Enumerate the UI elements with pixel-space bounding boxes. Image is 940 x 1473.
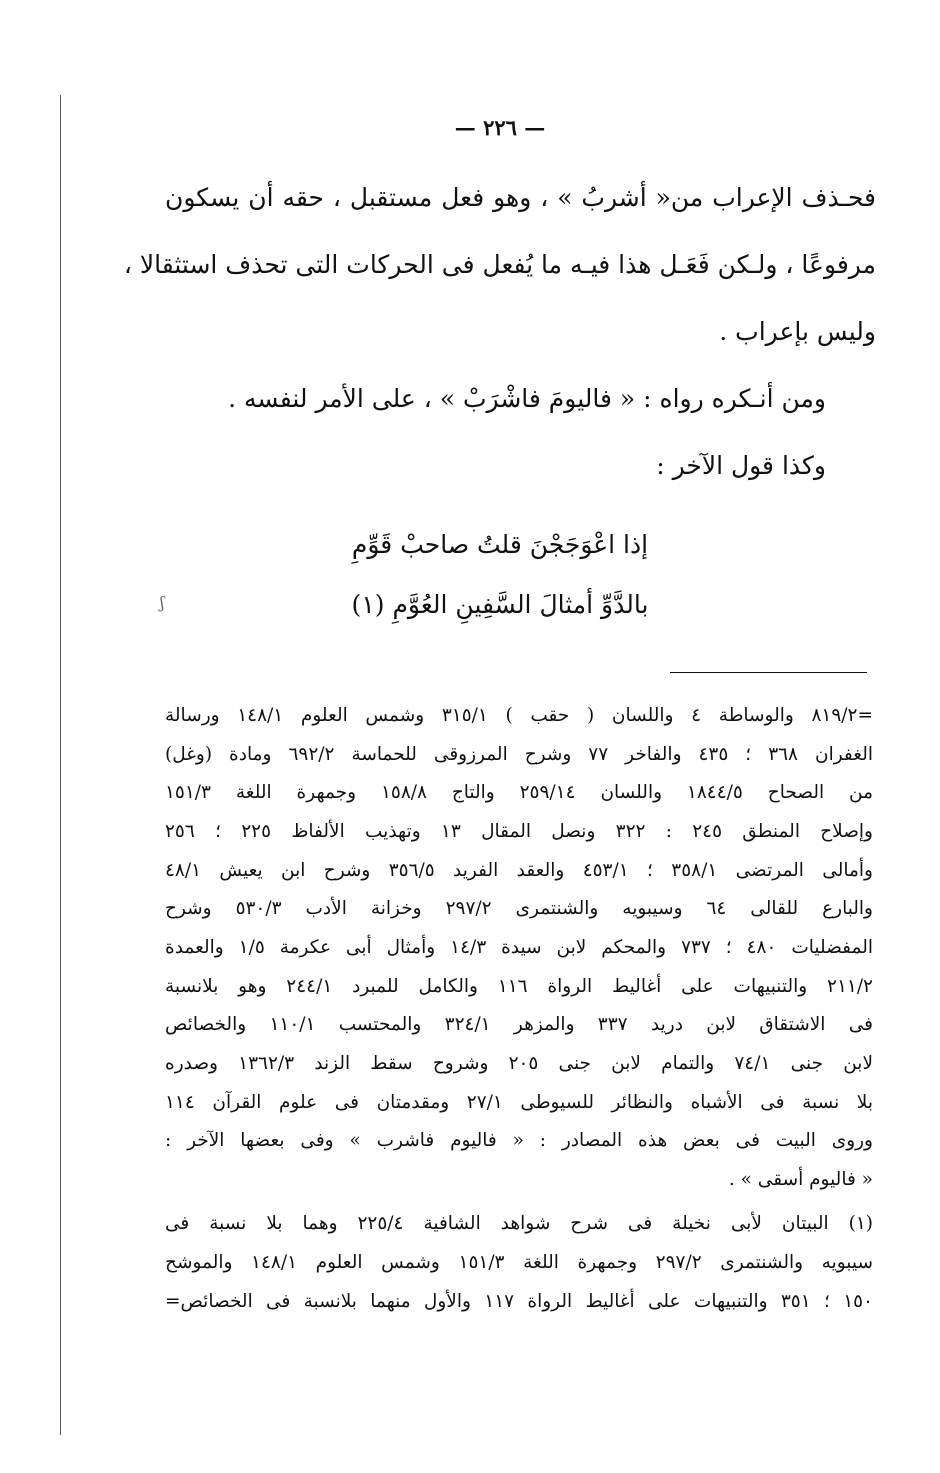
page-number: — ٢٢٦ —: [454, 115, 546, 140]
margin-rule: [60, 95, 61, 1435]
footnote-separator: [670, 672, 867, 673]
footnote-line-1: =٨١٩/٢ والوساطة ٤ واللسان ( حقب ) ٣١٥/١ وشمس العلوم ١٤٨/١ ورسالة: [165, 705, 873, 726]
footnote-line-14: (١) البيتان لأبى نخيلة فى شرح شواهد الشافية ٢٢٥/٤ وهما بلا نسبة فى: [165, 1213, 874, 1234]
body-line-2: مرفوعًا ، ولـكن فَعَـل هذا فيـه ما يُفعل فى الحركات التى تحذف استثقالا ،: [123, 250, 876, 279]
footnote-line-8: ٢١١/٢ والتنبيهات على أغاليط الرواة ١١٦ والكامل للمبرد ٢٤٤/١ وهو بلانسبة: [165, 976, 873, 997]
footnote-line-10: لابن جنى ٧٤/١ والتمام لابن جنى ٢٠٥ وشروح سقط الزند ١٣٦٢/٣ وصدره: [165, 1053, 873, 1074]
footnote-line-13: « فاليوم أسقى » .: [728, 1169, 873, 1190]
footnote-line-5: وأمالى المرتضى ٣٥٨/١ ؛ ٤٥٣/١ والعقد الفريد ٣٥٦/٥ وشرح ابن يعيش ٤٨/١: [165, 860, 873, 881]
footnote-line-7: المفضليات ٤٨٠ ؛ ٧٣٧ والمحكم لابن سيدة ١٤/٣ وأمثال أبى عكرمة ١/٥ والعمدة: [165, 937, 873, 958]
verse-line-2: بالدَّوِّ أمثالَ السَّفِينِ العُوَّمِ (١): [351, 590, 649, 619]
body-line-3: وليس بإعراب .: [719, 317, 876, 346]
verse-line-1: إذا اعْوَجَجْنَ قلتُ صاحبْ قَوِّمِ: [351, 530, 649, 559]
margin-mark: ʃ: [160, 593, 165, 612]
footnote-line-15: سيبويه والشنتمرى ٢٩٧/٢ وجمهرة اللغة ١٥١/٣ وشمس العلوم ١٤٨/١ والموشح: [165, 1252, 873, 1273]
footnote-line-3: من الصحاح ١٨٤٤/٥ واللسان ٢٥٩/١٤ والتاج ١٥٨/٨ وجمهرة اللغة ١٥١/٣: [165, 782, 873, 803]
footnote-line-2: الغفران ٣٦٨ ؛ ٤٣٥ والفاخر ٧٧ وشرح المرزوقى للحماسة ٦٩٢/٢ ومادة (وغل): [165, 744, 873, 765]
paragraph-3: وكذا قول الآخر :: [656, 451, 826, 480]
footnote-line-12: وروى البيت فى بعض هذه المصادر : « فاليوم فاشرب » وفى بعضها الآخر :: [165, 1130, 873, 1151]
footnote-line-9: فى الاشتقاق لابن دريد ٣٣٧ والمزهر ٣٢٤/١ والمحتسب ١١٠/١ والخصائص: [165, 1014, 873, 1035]
footnote-line-16: ١٥٠ ؛ ٣٥١ والتنبيهات على أغاليط الرواة ١١٧ والأول منهما بلانسبة فى الخصائص=: [165, 1291, 873, 1312]
paragraph-2: ومن أنـكره رواه : « فاليومَ فاشْرَبْ » ، على الأمر لنفسه .: [228, 384, 826, 413]
footnote-line-11: بلا نسبة فى الأشباه والنظائر للسيوطى ٢٧/١ ومقدمتان فى علوم القرآن ١١٤: [165, 1092, 873, 1113]
footnote-line-4: وإصلاح المنطق ٢٤٥ : ٣٢٢ ونصل المقال ١٣ وتهذيب الألفاظ ٢٢٥ ؛ ٢٥٦: [165, 821, 873, 842]
footnote-line-6: والبارع للقالى ٦٤ وسيبويه والشنتمرى ٢٩٧/٢ وخزانة الأدب ٥٣٠/٣ وشرح: [165, 898, 873, 919]
body-line-1: فحـذف الإعراب من« أشربُ » ، وهو فعل مستقبل ، حقه أن يسكون: [165, 183, 876, 212]
